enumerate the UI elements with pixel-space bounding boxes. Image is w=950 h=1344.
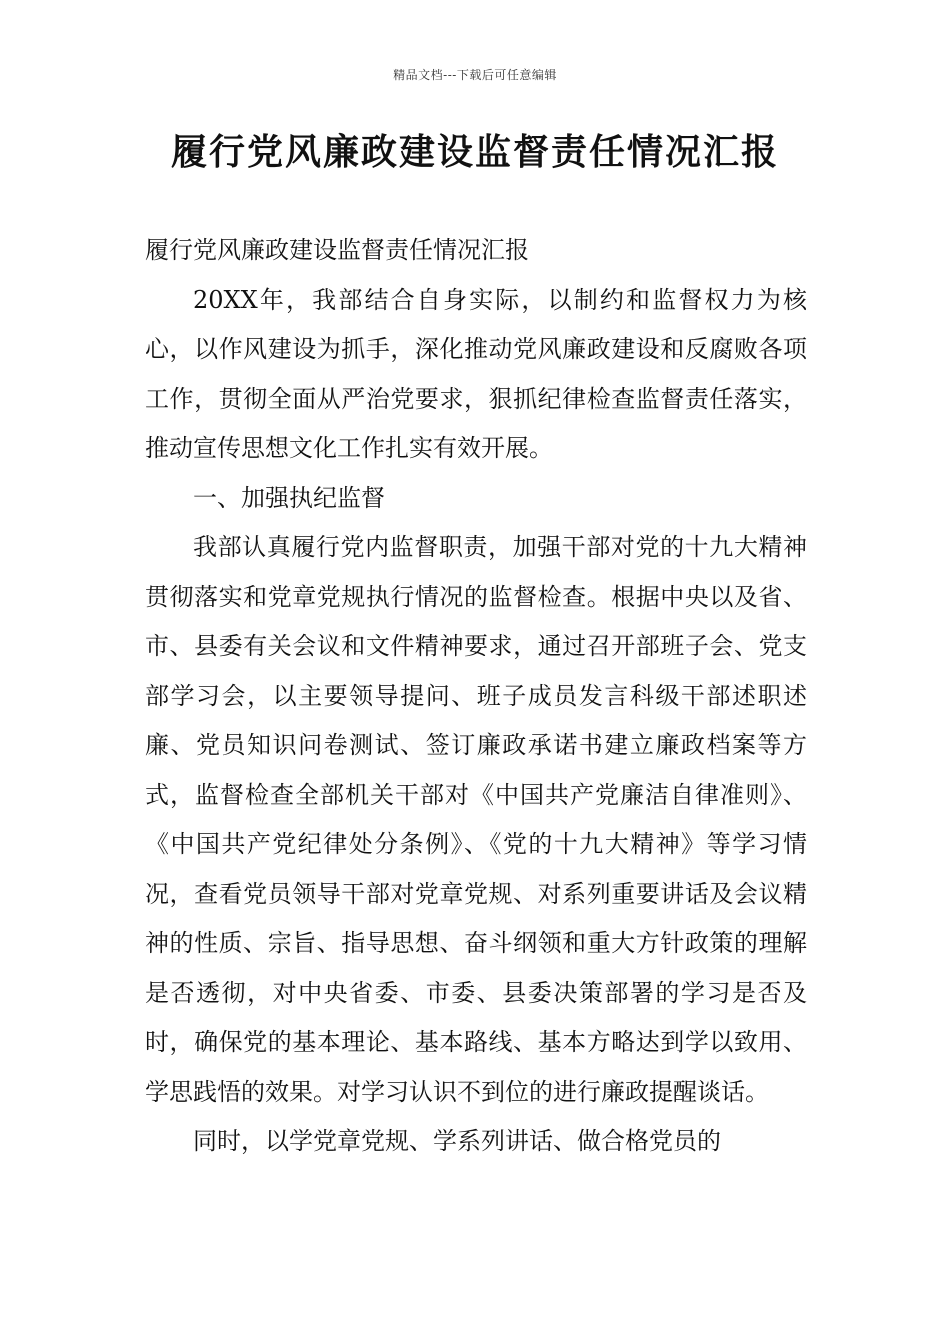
section-heading: 一、加强执纪监督 — [193, 483, 385, 512]
body-heading-paragraph: 履行党风廉政建设监督责任情况汇报 — [145, 236, 529, 264]
document-title: 履行党风廉政建设监督责任情况汇报 — [170, 131, 779, 173]
document-body — [145, 226, 807, 1167]
section-paragraph: 我部认真履行党内监督职责，加强干部对党的十九大精神贯彻落实和党章党规执行情况的监督检查。根据中央以及省、市、县委有关会议和文件精神要求，通过召开部班子会、党支部学习会，以主要领导提问、班子成员发言科级干部述职述廉、党员知识问卷测试、签订廉政承诺书建立廉政档案等方式，监督检查全部机关干部对《中国共产党廉洁自律准则》、《中国共产党纪律处分条例》、《党的十九大精神》等学习情况，查看党员领导干部对党章党规、对系列重要讲话及会议精神的性质、宗旨、指导思想、奋斗纲领和重大方针政策的理解是否透彻，对中央省委、市委、县委决策部署的学习是否及时，确保党的基本理论、基本路线、基本方略达到学以致用、学思践悟的效果。对学习认识不到位的进行廉政提醒谈话。 — [145, 533, 807, 1106]
continuation-paragraph: 同时，以学党章党规、学系列讲话、做合格党员的 — [193, 1127, 721, 1155]
intro-paragraph: 20XX年，我部结合自身实际，以制约和监督权力为核心，以作风建设为抓手，深化推动党风廉政建设和反腐败各项工作，贯彻全面从严治党要求，狠抓纪律检查监督责任落实，推动宣传思想文化工作扎实有效开展。 — [145, 285, 807, 462]
document-header-note: 精品文档---下载后可任意编辑 — [393, 68, 557, 82]
